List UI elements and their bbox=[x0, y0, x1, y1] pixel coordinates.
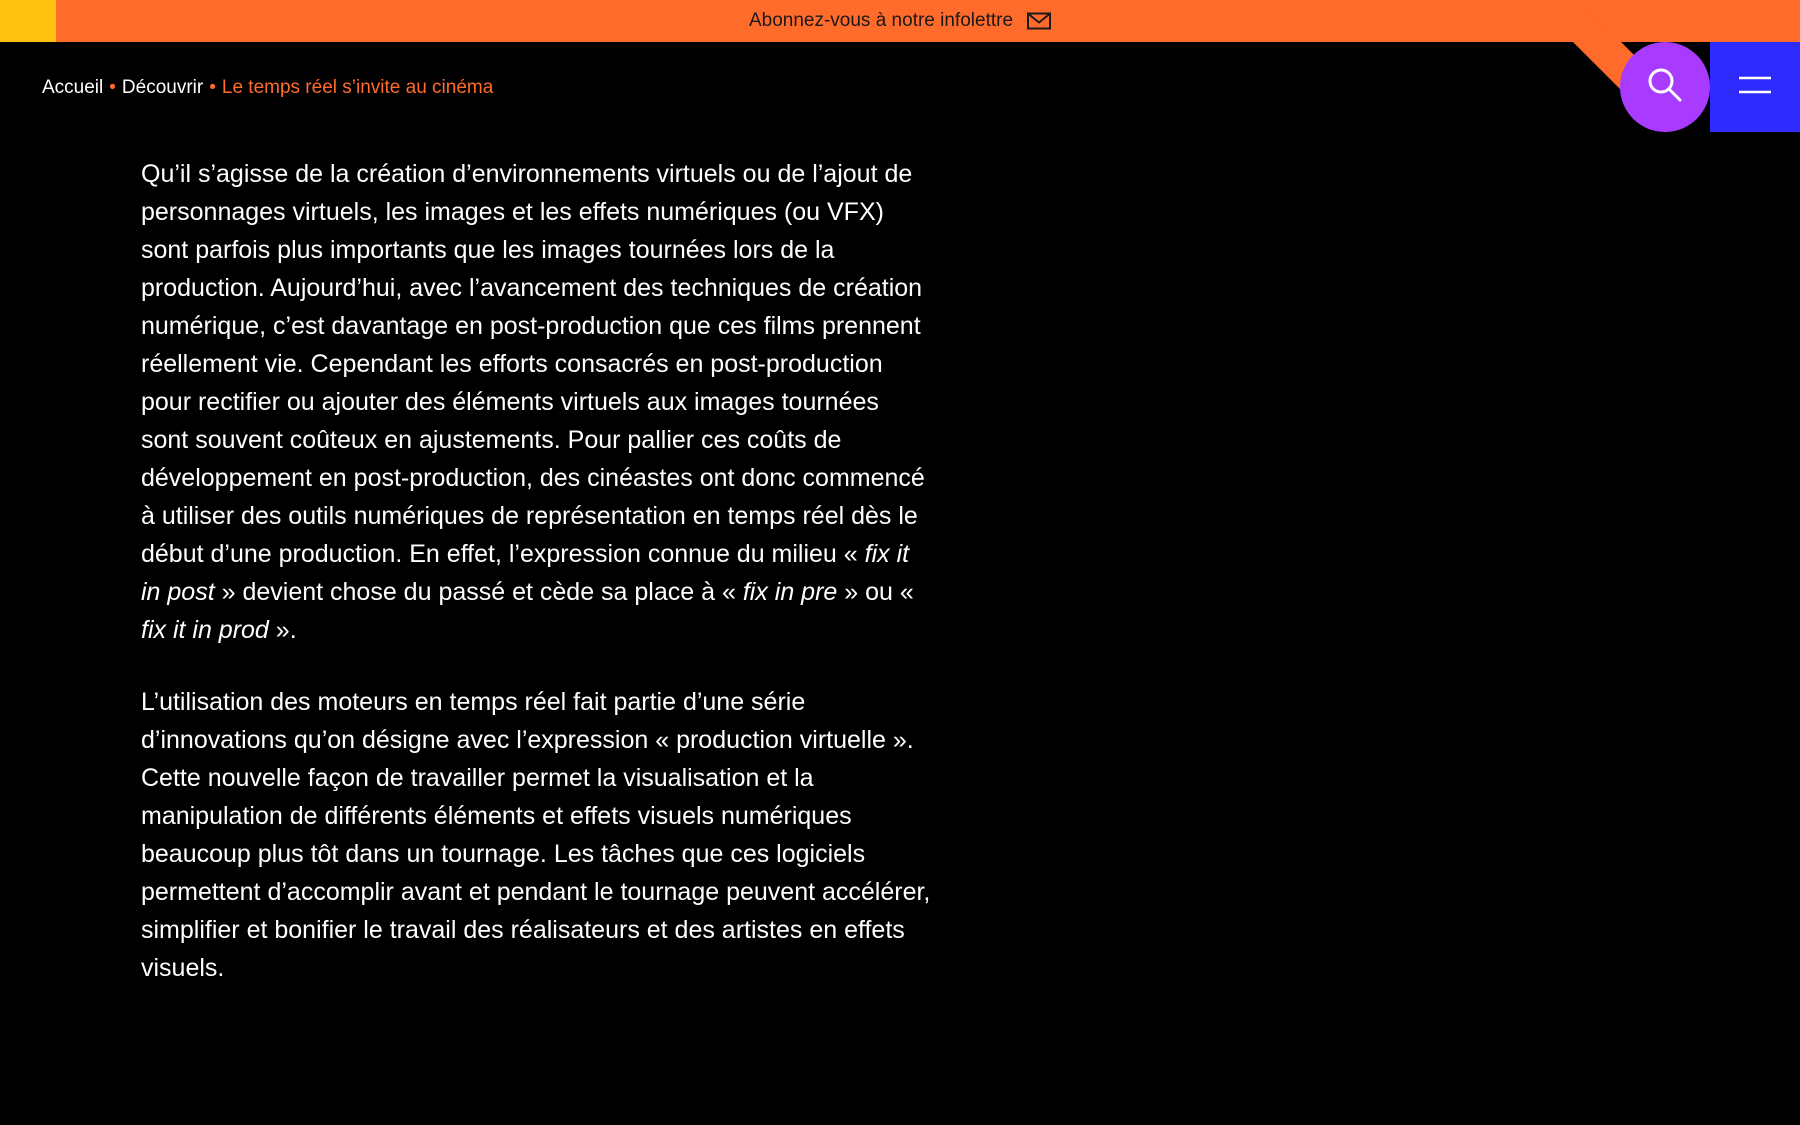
breadcrumb-section-link[interactable]: Découvrir bbox=[121, 77, 204, 98]
article-paragraph-2: L’utilisation des moteurs en temps réel fait partie d’une série d’innovations qu’on désigne avec l’expression « production virtuelle ». Cette nouvelle façon de travailler permet la visualisation et la manipulation de différents éléments et effets visuels numériques beaucoup plus tôt dans un tournage. Les tâches que ces logiciels permettent d’accomplir avant et pendant le tournage peuvent accélérer, simplifier et bonifier le travail des réalisateurs et des artistes en effets visuels. bbox=[141, 688, 931, 982]
breadcrumb-current-page: Le temps réel s’invite au cinéma bbox=[221, 77, 494, 98]
emphasis-text: fix it in post bbox=[141, 540, 910, 606]
emphasis-text: fix in pre bbox=[742, 578, 838, 606]
paragraph-text: » devient chose du passé et cède sa place à « bbox=[214, 578, 743, 606]
breadcrumb bbox=[42, 76, 493, 100]
emphasis-text: fix it in prod bbox=[141, 616, 269, 644]
breadcrumb-separator: • bbox=[209, 77, 216, 98]
hamburger-menu-icon bbox=[1737, 73, 1773, 102]
article-body bbox=[141, 155, 931, 1021]
paragraph-text: ». bbox=[268, 616, 297, 644]
article-paragraph-1 bbox=[141, 155, 931, 649]
mail-icon bbox=[1027, 12, 1051, 30]
newsletter-link[interactable] bbox=[0, 0, 1800, 42]
newsletter-banner bbox=[0, 0, 1800, 42]
breadcrumb-home-link[interactable]: Accueil bbox=[42, 77, 104, 98]
paragraph-text: Qu’il s’agisse de la création d’environnements virtuels ou de l’ajout de personnages virtuels, les images et les effets numériques (ou VFX) sont parfois plus importants que les images tournées lors de la production. Aujourd’hui, avec l’avancement des techniques de création numérique, c’est davantage en post-production que ces films prennent réellement vie. Cependant les efforts consacrés en post-production pour rectifier ou ajouter des éléments virtuels aux images tournées sont souvent coûteux en ajustements. Pour pallier ces coûts de développement en post-production, des cinéastes ont donc commencé à utiliser des outils numériques de représentation en temps réel dès le début d’une production. En effet, l’expression connue du milieu « bbox=[141, 160, 925, 568]
search-icon bbox=[1645, 65, 1685, 110]
menu-button[interactable] bbox=[1710, 42, 1800, 132]
search-button[interactable] bbox=[1620, 42, 1710, 132]
breadcrumb-separator: • bbox=[109, 77, 116, 98]
newsletter-label: Abonnez-vous à notre infolettre bbox=[748, 10, 1014, 31]
paragraph-text: » ou « bbox=[837, 578, 914, 606]
